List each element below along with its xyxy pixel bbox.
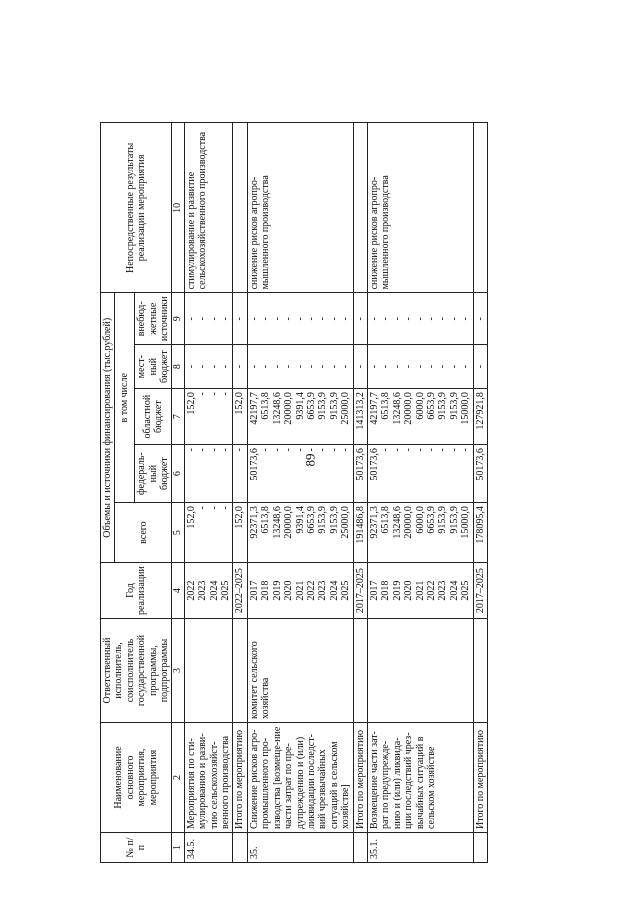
row-responsible (233, 619, 247, 723)
row-number: 34.5. (184, 833, 233, 863)
table-row (184, 123, 233, 863)
row-total: 152,0 - - - (184, 503, 233, 563)
row-name: Итого по мероприятию (233, 723, 247, 833)
header-results: Непосредственные результаты реализации мероприятия (101, 123, 172, 293)
header-year: Год реализации (101, 563, 172, 619)
col-number: 6 (172, 445, 184, 503)
row-name: Возмещение части зат-рат по предупрежде-нию и (или) ликвида-ции последствий чрез-вычайных ситуаций в сельском хозяйстве (367, 723, 473, 833)
row-regional: 152,0 - - - (184, 389, 233, 445)
row-responsible: комитет сельского хозяйства (247, 619, 353, 723)
row-total: 178095,4 (473, 503, 487, 563)
row-total: 152,0 (233, 503, 247, 563)
row-regional: 42197,7 6513,8 13248,6 20000,0 6000,0 6653,9 9153,9 9153,9 15000,0 (367, 389, 473, 445)
financing-table (100, 122, 488, 863)
page-number: 89 (302, 453, 317, 467)
row-number: 35. (247, 833, 353, 863)
row-regional: 152,0 (233, 389, 247, 445)
row-result: стимулирование и развитие сельскохозяйственного производства (184, 123, 233, 293)
row-local: - (233, 345, 247, 389)
table-row (353, 123, 367, 863)
row-number (473, 833, 487, 863)
row-responsible (184, 619, 233, 723)
row-result: снижение рисков агропро-мышленного производства (247, 123, 353, 293)
row-responsible (473, 619, 487, 723)
table-row (233, 123, 247, 863)
table-row (247, 123, 353, 863)
row-total: 92371,3 6513,8 13248,6 20000,0 9391,4 6653,9 9153,9 9153,9 25000,0 (247, 503, 353, 563)
col-number: 1 (172, 833, 184, 863)
row-regional: 127921,8 (473, 389, 487, 445)
row-name: Снижение рисков агро-промышленного про-изводства [возмеще-ние части затрат по пре-дупреждению и (или) ликвидации последст-вий чрезвычайных ситуаций в сельском хозяйстве] (247, 723, 353, 833)
row-extra: - - - - - - - - - (367, 293, 473, 345)
row-federal: 50173,6 (473, 445, 487, 503)
col-number: 4 (172, 563, 184, 619)
header-responsible: Ответственный исполнитель, соисполнитель государственной программы, подпрограммы (101, 619, 172, 723)
table-row (473, 123, 487, 863)
row-federal: 50173,6 (353, 445, 367, 503)
header-regional: областной бюджет (135, 389, 172, 445)
header-no: № п/п (101, 833, 172, 863)
row-extra: - - - - (184, 293, 233, 345)
row-years: 2022 2023 2024 2025 (184, 563, 233, 619)
row-responsible (367, 619, 473, 723)
row-local: - - - - (184, 345, 233, 389)
row-regional: 42197,7 6513,8 13248,6 20000,0 9391,4 6653,9 9153,9 9153,9 25000,0 (247, 389, 353, 445)
row-name: Итого по мероприятию (473, 723, 487, 833)
row-result: снижение рисков агропро-мышленного производства (367, 123, 473, 293)
row-years: 2017 2018 2019 2020 2021 2022 2023 2024 2025 (367, 563, 473, 619)
row-responsible (353, 619, 367, 723)
row-local: - (353, 345, 367, 389)
row-result (233, 123, 247, 293)
row-number (233, 833, 247, 863)
row-number: 35.1. (367, 833, 473, 863)
row-years: 2022–2025 (233, 563, 247, 619)
row-regional: 141313,2 (353, 389, 367, 445)
col-number: 5 (172, 503, 184, 563)
row-years: 2017 2018 2019 2020 2021 2022 2023 2024 2025 (247, 563, 353, 619)
row-extra: - (473, 293, 487, 345)
row-federal: 50173,6 - - - - - - - - (247, 445, 353, 503)
row-years: 2017–2025 (473, 563, 487, 619)
column-numbers-row (172, 123, 184, 863)
header-finance: Объемы и источники финансирования (тыс.рублей) (101, 293, 115, 563)
col-number: 3 (172, 619, 184, 723)
row-federal: - (233, 445, 247, 503)
header-total: всего (115, 503, 172, 563)
header-local: мест-ный бюджет (135, 345, 172, 389)
row-local: - - - - - - - - - (367, 345, 473, 389)
row-total: 92371,3 6513,8 13248,6 20000,0 6000,0 6653,9 9153,9 9153,9 15000,0 (367, 503, 473, 563)
row-number (353, 833, 367, 863)
row-federal: 50173,6 - - - - - - - - (367, 445, 473, 503)
col-number: 10 (172, 123, 184, 293)
row-local: - - - - - - - - - (247, 345, 353, 389)
row-years: 2017–2025 (353, 563, 367, 619)
col-number: 2 (172, 723, 184, 833)
header-extra: внебюд-жетные источники (135, 293, 172, 345)
row-name: Мероприятия по сти-мулированию и разви-тию сельскохозяйст-венного производства (184, 723, 233, 833)
row-federal: - - - - (184, 445, 233, 503)
header-federal: федераль-ный бюджет (135, 445, 172, 503)
row-name: Итого по мероприятию (353, 723, 367, 833)
header-name: Наименование основного мероприятия, мероприятия (101, 723, 172, 833)
row-result (473, 123, 487, 293)
col-number: 9 (172, 293, 184, 345)
row-extra: - - - - - - - - - (247, 293, 353, 345)
col-number: 7 (172, 389, 184, 445)
row-extra: - (353, 293, 367, 345)
row-extra: - (233, 293, 247, 345)
table-row (367, 123, 473, 863)
col-number: 8 (172, 345, 184, 389)
row-total: 191486,8 (353, 503, 367, 563)
row-result (353, 123, 367, 293)
row-local: - (473, 345, 487, 389)
header-incl: в том числе (115, 293, 135, 503)
